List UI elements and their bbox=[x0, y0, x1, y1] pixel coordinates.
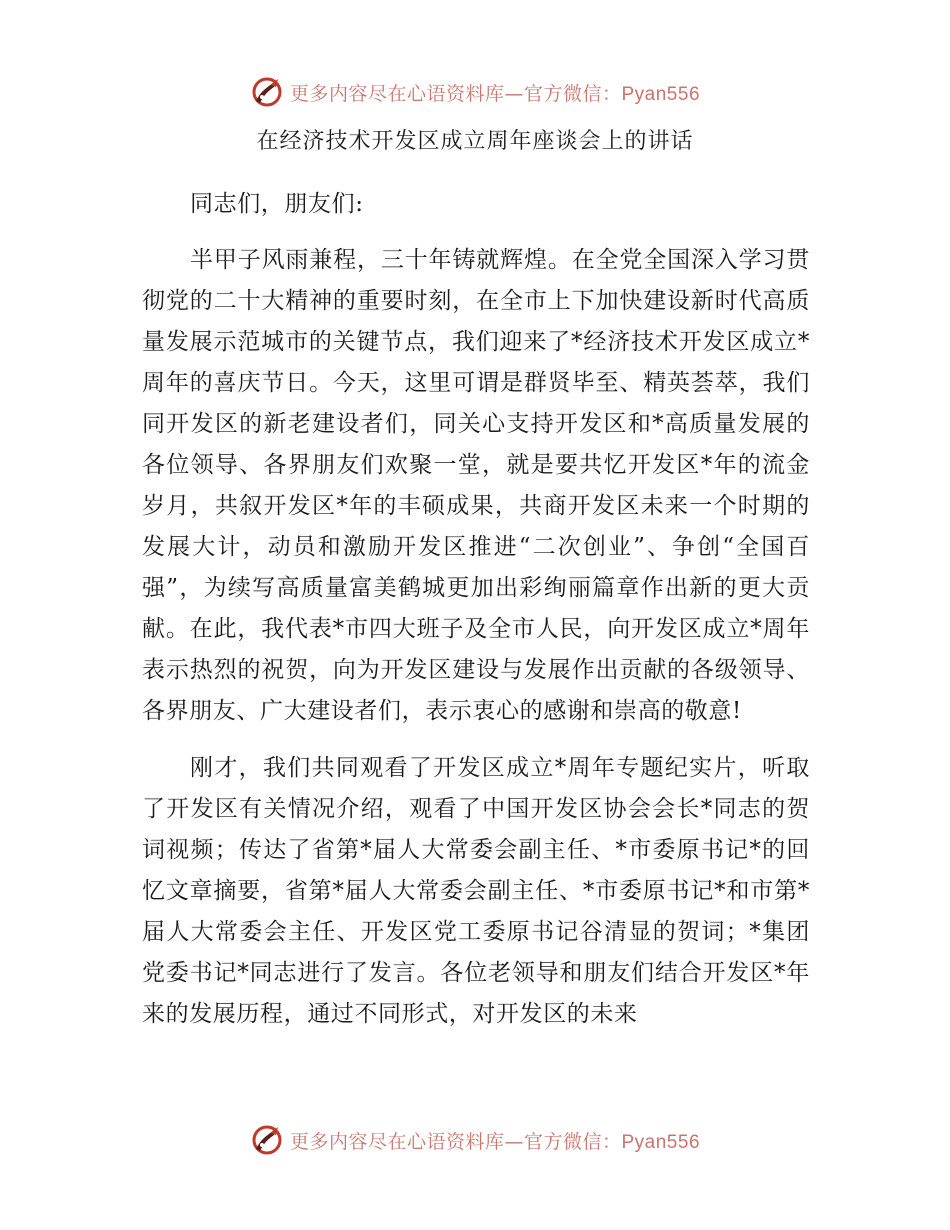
banner-text bbox=[290, 79, 700, 106]
wechat-id: Pyan556 bbox=[621, 83, 701, 105]
paragraph-1: 半甲子风雨兼程，三十年铸就辉煌。在全党全国深入学习贯彻党的二十大精神的重要时刻，在全市上下加快建设新时代高质量发展示范城市的关键节点，我们迎来了*经济技术开发区成立*周年的喜庆节日。今天，这里可谓是群贤毕至、精英荟萃，我们同开发区的新老建设者们，同关心支持开发区和*高质量发展的各位领导、各界朋友们欢聚一堂，就是要共忆开发区*年的流金岁月，共叙开发区*年的丰硕成果，共商开发区未来一个时期的发展大计，动员和激励开发区推进“二次创业”、争创“全国百强”，为续写高质量富美鹤城更加出彩绚丽篇章作出新的更大贡献。在此，我代表*市四大班子及全市人民，向开发区成立*周年表示热烈的祝贺，向为开发区建设与发展作出贡献的各级领导、各界朋友、广大建设者们，表示衷心的感谢和崇高的敬意! bbox=[142, 247, 810, 724]
paragraph-2: 刚才，我们共同观看了开发区成立*周年专题纪实片，听取了开发区有关情况介绍，观看了中国开发区协会会长*同志的贺词视频；传达了省第*届人大常委会副主任、*市委原书记*的回忆文章摘要，省第*届人大常委会副主任、*市委原书记*和市第*届人大常委会主任、开发区党工委原书记谷清显的贺词；*集团党委书记*同志进行了发言。各位老领导和朋友们结合开发区*年来的发展历程，通过不同形式，对开发区的未来 bbox=[142, 755, 810, 1027]
document-body bbox=[142, 144, 810, 1035]
header-banner bbox=[0, 72, 950, 112]
banner-label: 更多内容尽在心语资料库—官方微信： bbox=[289, 82, 622, 105]
banner-text bbox=[290, 1127, 700, 1154]
banner-label: 更多内容尽在心语资料库—官方微信： bbox=[289, 1130, 622, 1153]
greeting: 同志们，朋友们: bbox=[190, 191, 364, 217]
footer-banner bbox=[0, 1120, 950, 1160]
wechat-id: Pyan556 bbox=[621, 1131, 701, 1153]
pen-logo-icon bbox=[250, 1123, 284, 1157]
pen-logo-icon bbox=[250, 75, 284, 109]
document-title: 在经济技术开发区成立周年座谈会上的讲话 bbox=[256, 129, 694, 154]
